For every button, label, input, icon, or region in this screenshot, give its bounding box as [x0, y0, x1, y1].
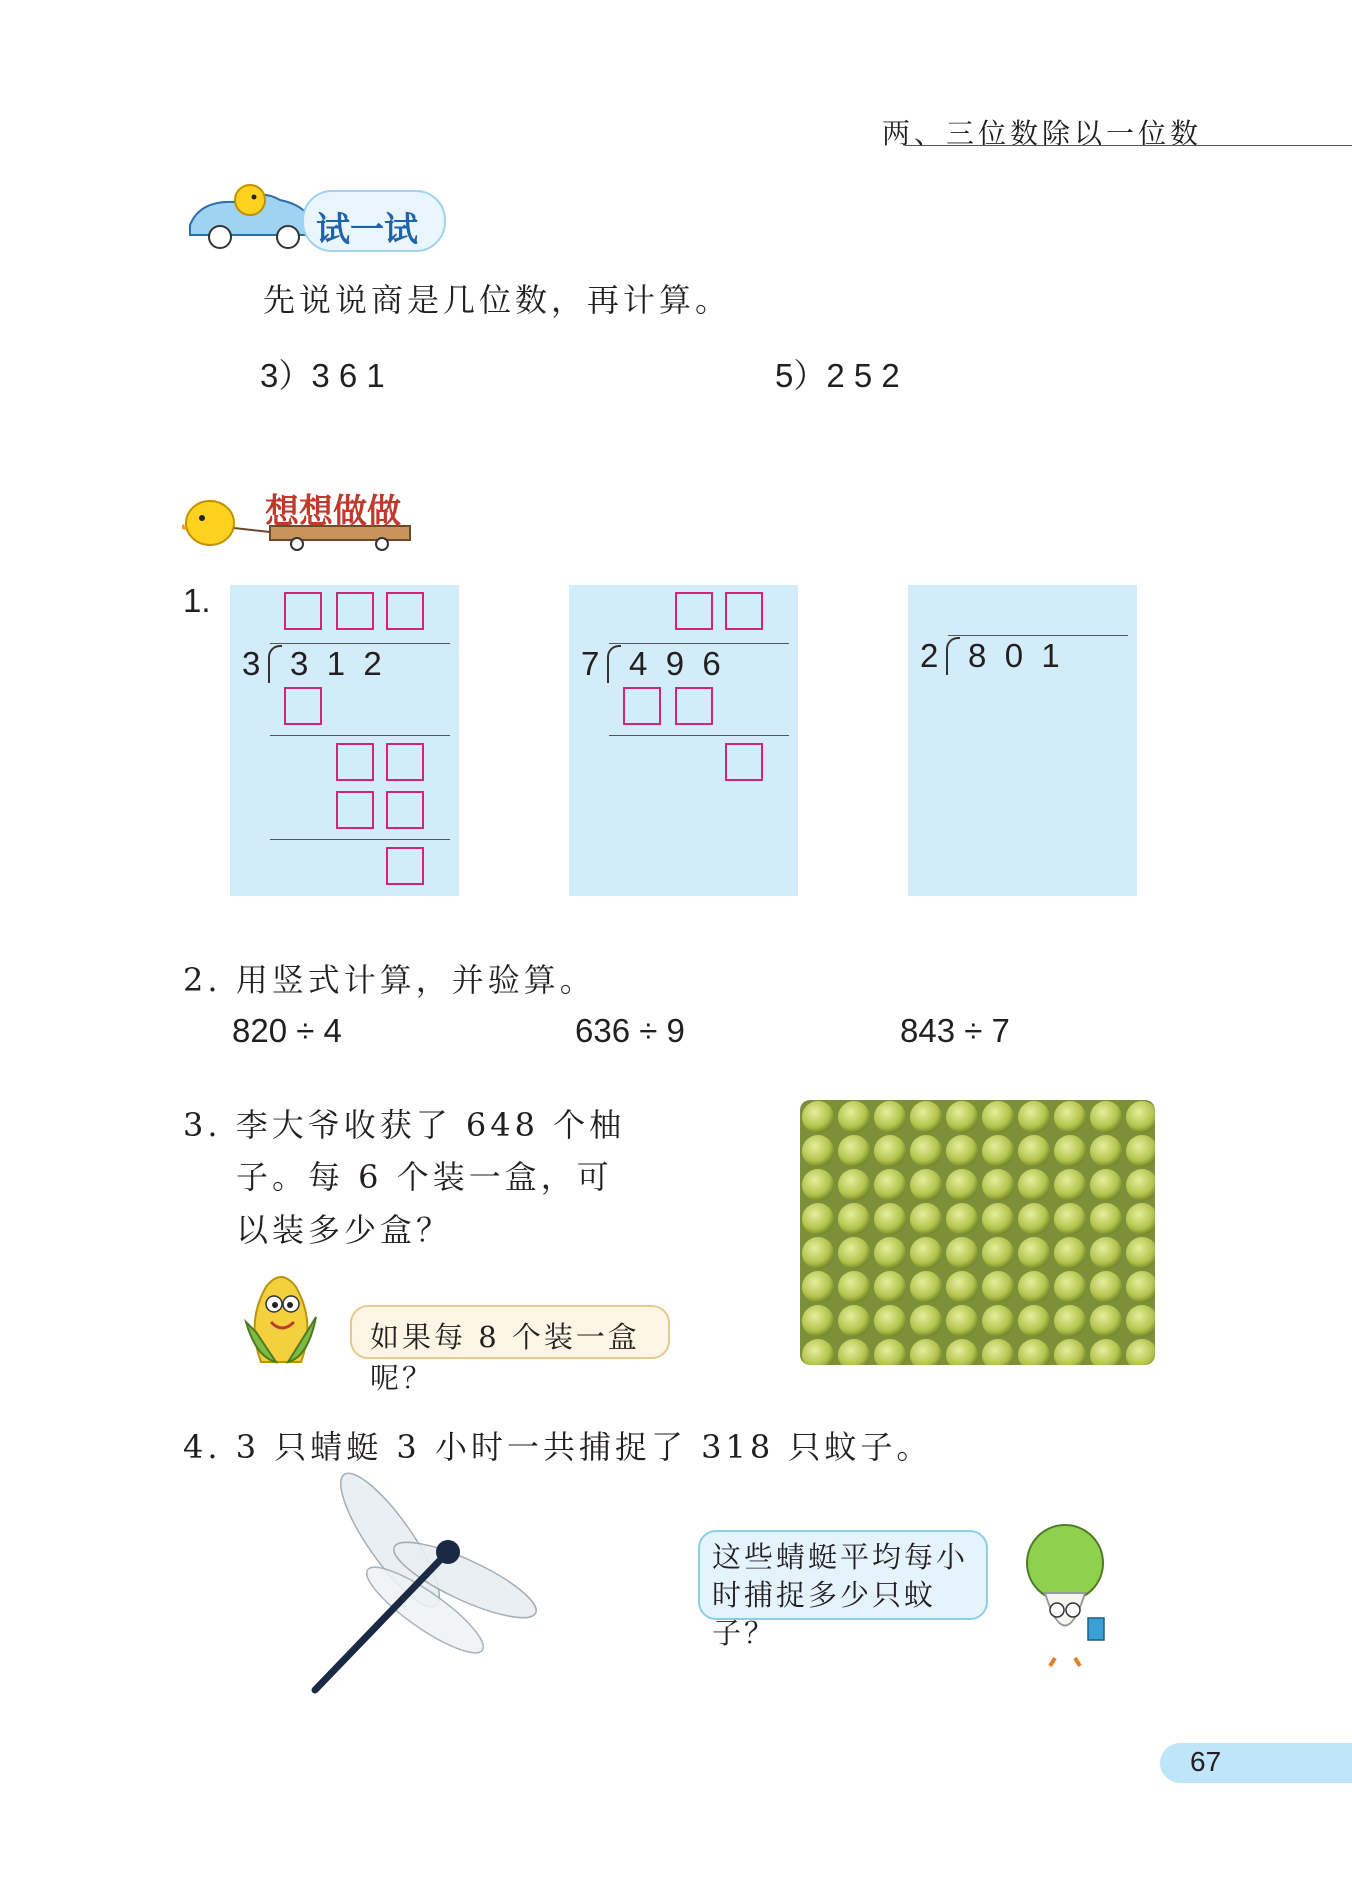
- page-number: 67: [1190, 1746, 1222, 1777]
- division-rule: [270, 839, 450, 840]
- answer-box[interactable]: [386, 791, 424, 829]
- pomelo-photo: [800, 1100, 1155, 1365]
- practice-section-title: 想想做做: [265, 492, 401, 532]
- division-panel-3: [908, 585, 1137, 896]
- answer-box[interactable]: [725, 592, 763, 630]
- speech-bubble-corn: 如果每 8 个装一盒呢？: [350, 1305, 670, 1359]
- answer-box[interactable]: [336, 791, 374, 829]
- page-number-tab: [1160, 1743, 1352, 1783]
- bubble-line-1: 这些蜻蜓平均每小: [712, 1540, 969, 1574]
- car-mascot-icon: [180, 180, 320, 252]
- speech-bubble-vegetable: [698, 1530, 988, 1650]
- try-problem-2: 5）2 5 2: [775, 357, 900, 394]
- answer-box[interactable]: [336, 743, 374, 781]
- try-section-title: 试一试: [316, 210, 418, 250]
- q3-line-1: 3. 李大爷收获了 648 个柚: [183, 1106, 626, 1144]
- divisor: 3: [242, 645, 261, 682]
- q2-expression-1: 820 ÷ 4: [232, 1012, 342, 1049]
- dividend: 8 0 1: [968, 637, 1060, 674]
- cabbage-mascot-icon: [1010, 1518, 1120, 1668]
- chapter-title: 两、三位数除以一位数: [881, 117, 1202, 150]
- division-bracket: [946, 637, 960, 675]
- q3-line-2: 子。每 6 个装一盒，可: [236, 1158, 613, 1196]
- division-rule: [609, 735, 789, 736]
- answer-box[interactable]: [386, 592, 424, 630]
- answer-box[interactable]: [675, 687, 713, 725]
- divisor: 2: [920, 637, 939, 674]
- corn-mascot-icon: [236, 1262, 326, 1372]
- answer-box[interactable]: [284, 592, 322, 630]
- q2-expression-2: 636 ÷ 9: [575, 1012, 685, 1049]
- division-panel-2: [569, 585, 798, 896]
- division-rule: [270, 735, 450, 736]
- dividend: 4 9 6: [629, 645, 721, 682]
- answer-box[interactable]: [675, 592, 713, 630]
- q2-expression-3: 843 ÷ 7: [900, 1012, 1010, 1049]
- try-instruction: 先说说商是几位数，再计算。: [263, 281, 732, 319]
- divisor: 7: [581, 645, 600, 682]
- q4-text: 4. 3 只蜻蜓 3 小时一共捕捉了 318 只蚊子。: [183, 1428, 933, 1466]
- division-rule: [270, 643, 450, 644]
- answer-box[interactable]: [623, 687, 661, 725]
- division-bracket: [607, 645, 621, 683]
- division-bracket: [268, 645, 282, 683]
- try-problem-1: 3）3 6 1: [260, 357, 385, 394]
- division-panel-1: [230, 585, 459, 896]
- answer-box[interactable]: [284, 687, 322, 725]
- division-rule: [609, 643, 789, 644]
- division-rule: [948, 635, 1128, 636]
- answer-box[interactable]: [386, 743, 424, 781]
- answer-box[interactable]: [725, 743, 763, 781]
- answer-box[interactable]: [336, 592, 374, 630]
- answer-box[interactable]: [386, 847, 424, 885]
- dividend: 3 1 2: [290, 645, 382, 682]
- q2-text: 2. 用竖式计算，并验算。: [183, 961, 596, 999]
- q3-line-3: 以装多少盒？: [236, 1211, 453, 1249]
- bubble-line-2: 时捕捉多少只蚊子？: [712, 1578, 937, 1650]
- q1-number: 1.: [183, 582, 211, 619]
- dragonfly-photo: [300, 1470, 550, 1700]
- header-rule: [905, 145, 1352, 146]
